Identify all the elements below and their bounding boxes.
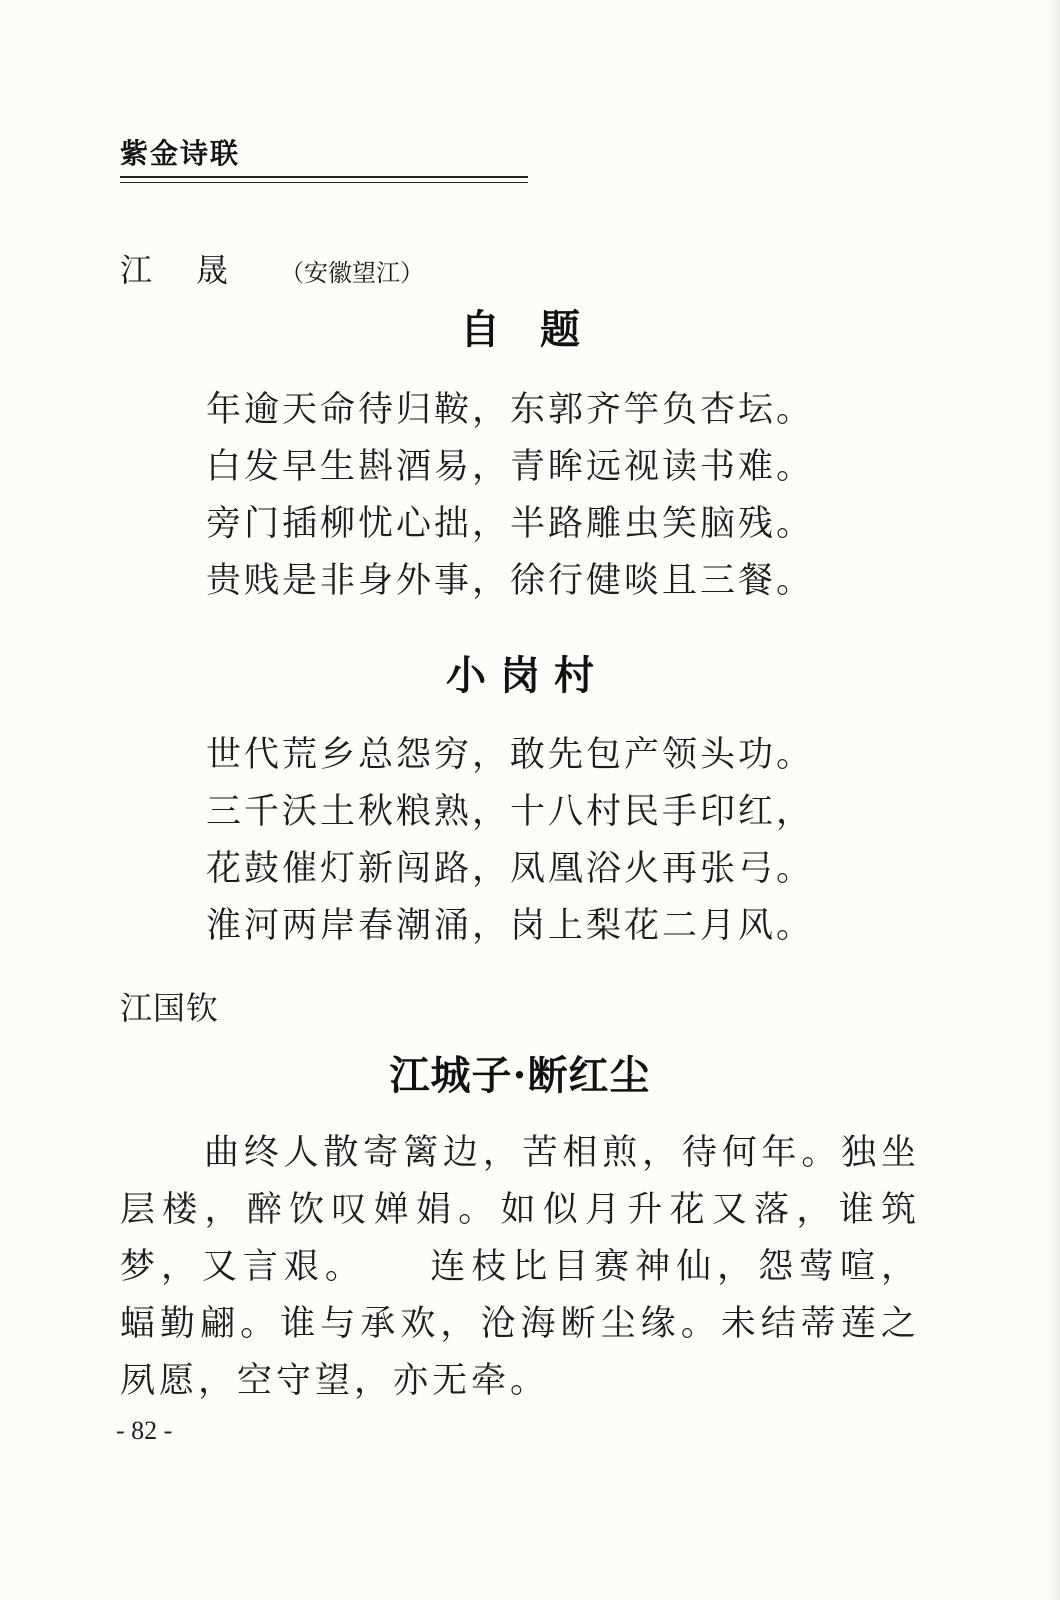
author-origin: （安徽望江） — [280, 259, 425, 287]
poem-body — [206, 727, 926, 955]
poem-line: 花鼓催灯新闯路，凤凰浴火再张弓。 — [206, 849, 815, 889]
poem-line: 世代荒乡总怨穷，敢先包产领头功。 — [206, 735, 815, 775]
poem-line: 年逾天命待归鞍，东郭齐竽负杏坛。 — [206, 390, 815, 430]
poem-title: 江城子·断红尘 — [389, 1052, 651, 1099]
running-header — [120, 134, 528, 183]
poem-line: 旁门插柳忧心拙，半路雕虫笑脑残。 — [206, 504, 815, 544]
page-edge-shadow — [1046, 0, 1060, 1600]
author-line — [120, 248, 424, 295]
poem-line: 贵贱是非身外事，徐行健啖且三餐。 — [206, 561, 815, 601]
author-line — [120, 986, 219, 1030]
poem-line: 三千沃土秋粮熟，十八村民手印红， — [206, 792, 815, 832]
poem-body — [206, 382, 926, 610]
header-rule — [120, 176, 528, 183]
ci-poem-body: 曲终人散寄篱边，苦相煎，待何年。独坐层楼，醉饮叹婵娟。如似月升花又落，谁筑梦，又言艰。 连枝比目赛神仙，怨莺喧，蝠勤翩。谁与承欢，沧海断尘缘。未结蒂莲之夙愿，空守望，亦无牵。 — [120, 1133, 920, 1401]
poem-title: 小岗村 — [446, 652, 608, 699]
poem-line: 白发早生斟酒易，青眸远视读书难。 — [206, 447, 815, 487]
author-name: 江晟 — [120, 251, 273, 289]
author-name: 江国钦 — [120, 989, 220, 1027]
page-number: - 82 - — [116, 1416, 173, 1445]
poem-line: 淮河两岸春潮涌，岗上梨花二月风。 — [206, 906, 815, 946]
poem-title: 自题 — [460, 306, 620, 353]
book-title: 紫金诗联 — [120, 137, 241, 170]
